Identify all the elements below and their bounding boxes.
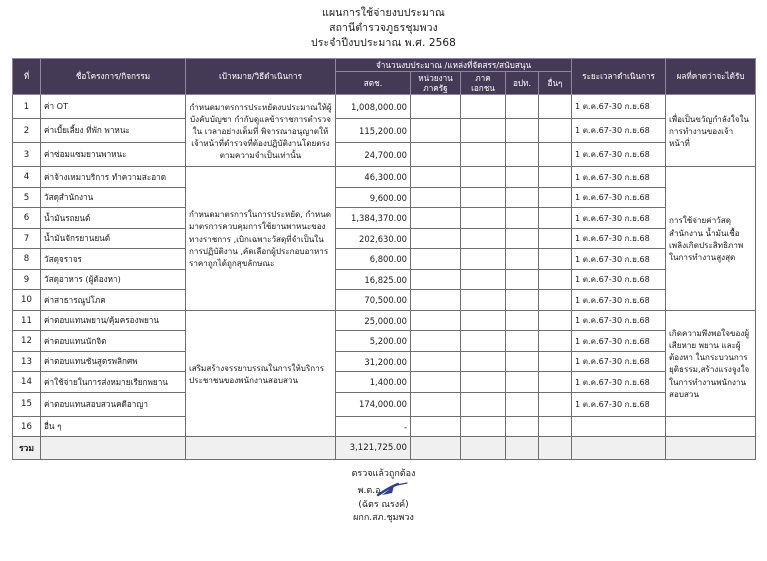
row-duration: 1 ต.ค.67-30 ก.ย.68 <box>572 249 666 270</box>
row-amount-local <box>506 290 539 311</box>
row-duration: 1 ต.ค.67-30 ก.ย.68 <box>572 208 666 229</box>
budget-table <box>12 58 756 461</box>
total-name-blank <box>41 437 186 460</box>
total-other-blank <box>539 437 572 460</box>
row-amount-other <box>539 290 572 311</box>
row-amount-private <box>461 167 506 188</box>
row-project-name: น้ำมันรถยนต์ <box>41 208 186 229</box>
row-number: 8 <box>13 249 41 270</box>
row-amount-gov <box>411 143 461 167</box>
row-amount-other <box>539 372 572 393</box>
table-header <box>13 58 756 95</box>
signature-block <box>0 468 767 526</box>
row-amount-local <box>506 416 539 437</box>
row-duration: 1 ต.ค.67-30 ก.ย.68 <box>572 187 666 208</box>
header-other: อื่นๆ <box>539 71 572 95</box>
row-amount-sds: 16,825.00 <box>336 269 411 290</box>
row-number: 5 <box>13 187 41 208</box>
result-block-1: เพื่อเป็นขวัญกำลังใจในการทำงานของเจ้าหน้าที่ <box>666 95 756 167</box>
title-line-1: แผนการใช้จ่ายงบประมาณ <box>322 7 445 19</box>
row-amount-other <box>539 167 572 188</box>
result-cell-empty <box>666 416 756 437</box>
row-number: 15 <box>13 392 41 416</box>
row-amount-local <box>506 187 539 208</box>
total-amount: 3,121,725.00 <box>336 437 411 460</box>
signature-rank-row <box>0 484 767 499</box>
row-amount-private <box>461 331 506 352</box>
row-number: 12 <box>13 331 41 352</box>
row-amount-local <box>506 167 539 188</box>
row-amount-local <box>506 392 539 416</box>
row-amount-private <box>461 249 506 270</box>
target-block-1: กำหนดมาตรการประหยัดงบประมาณให้ผู้บังคับบัญชา กำกับดูแลข้าราชการตำรวจใน เวลาอย่างเต็มที่ พิจารณาอนุญาตให้เจ้าหน้าที่ตำรวจที่ต้องปฏิบัติงานโดยตรง ตามความจำเป็นเท่านั้น <box>186 95 336 167</box>
row-amount-gov <box>411 416 461 437</box>
row-amount-gov <box>411 228 461 249</box>
row-amount-gov <box>411 290 461 311</box>
row-amount-gov <box>411 310 461 331</box>
row-duration: 1 ต.ค.67-30 ก.ย.68 <box>572 310 666 331</box>
row-amount-private <box>461 392 506 416</box>
handwritten-signature-icon <box>376 482 410 498</box>
row-amount-private <box>461 351 506 372</box>
total-target-blank <box>186 437 336 460</box>
row-duration: 1 ต.ค.67-30 ก.ย.68 <box>572 290 666 311</box>
row-amount-sds: 70,500.00 <box>336 290 411 311</box>
row-amount-gov <box>411 331 461 352</box>
row-amount-gov <box>411 351 461 372</box>
row-amount-private <box>461 372 506 393</box>
table-row <box>13 416 756 437</box>
row-amount-other <box>539 143 572 167</box>
row-amount-sds: 1,008,000.00 <box>336 95 411 119</box>
row-amount-sds: 25,000.00 <box>336 310 411 331</box>
row-duration: 1 ต.ค.67-30 ก.ย.68 <box>572 143 666 167</box>
row-project-name: อื่น ๆ <box>41 416 186 437</box>
row-amount-other <box>539 351 572 372</box>
table-row <box>13 290 756 311</box>
row-amount-private <box>461 269 506 290</box>
row-amount-gov <box>411 392 461 416</box>
row-amount-private <box>461 416 506 437</box>
row-number: 11 <box>13 310 41 331</box>
row-duration: 1 ต.ค.67-30 ก.ย.68 <box>572 95 666 119</box>
total-gov-blank <box>411 437 461 460</box>
result-block-3: เกิดความพึงพอใจของผู้เสียหาย พยาน และผู้ต้องหา ในกระบวนการยุติธรรม,สร้างแรงจูงใจในการทำงานพนักงานสอบสวน <box>666 310 756 416</box>
row-amount-other <box>539 310 572 331</box>
row-duration: 1 ต.ค.67-30 ก.ย.68 <box>572 228 666 249</box>
row-amount-local <box>506 351 539 372</box>
table-row <box>13 187 756 208</box>
row-amount-gov <box>411 167 461 188</box>
row-project-name: วัสดุอาหาร (ผู้ต้องหา) <box>41 269 186 290</box>
row-duration: 1 ต.ค.67-30 ก.ย.68 <box>572 392 666 416</box>
signer-position: ผกก.สภ.ชุมพวง <box>353 513 414 524</box>
row-duration: 1 ต.ค.67-30 ก.ย.68 <box>572 372 666 393</box>
table-row <box>13 331 756 352</box>
row-amount-gov <box>411 208 461 229</box>
row-number: 7 <box>13 228 41 249</box>
row-duration: 1 ต.ค.67-30 ก.ย.68 <box>572 331 666 352</box>
header-no: ที่ <box>13 58 41 95</box>
target-block-3: เสริมสร้างจรรยาบรรณในการให้บริการประชาชนของพนักงานสอบสวน <box>186 310 336 437</box>
row-amount-private <box>461 310 506 331</box>
row-amount-sds: 31,200.00 <box>336 351 411 372</box>
row-amount-private <box>461 187 506 208</box>
row-amount-gov <box>411 372 461 393</box>
table-row <box>13 249 756 270</box>
table-body <box>13 95 756 460</box>
row-project-name: ค่า OT <box>41 95 186 119</box>
row-amount-gov <box>411 119 461 143</box>
signer-name: (ฉัตร ณรงค์) <box>358 499 409 510</box>
table-row <box>13 228 756 249</box>
header-project-name: ชื่อโครงการ/กิจกรรม <box>41 58 186 95</box>
row-project-name: น้ำมันจักรยานยนต์ <box>41 228 186 249</box>
row-amount-local <box>506 331 539 352</box>
row-amount-private <box>461 119 506 143</box>
row-amount-other <box>539 249 572 270</box>
row-project-name: วัสดุสำนักงาน <box>41 187 186 208</box>
header-gov-agency: หน่วยงานภาครัฐ <box>411 71 461 95</box>
row-amount-gov <box>411 249 461 270</box>
row-amount-private <box>461 143 506 167</box>
row-amount-private <box>461 208 506 229</box>
title-line-3: ประจำปีงบประมาณ พ.ศ. 2568 <box>311 37 456 50</box>
document-title-block <box>0 0 767 52</box>
row-amount-local <box>506 310 539 331</box>
row-amount-private <box>461 290 506 311</box>
row-amount-local <box>506 372 539 393</box>
row-amount-other <box>539 392 572 416</box>
table-row <box>13 143 756 167</box>
row-amount-other <box>539 187 572 208</box>
budget-table-wrapper <box>0 58 767 461</box>
row-amount-other <box>539 119 572 143</box>
total-local-blank <box>506 437 539 460</box>
table-row <box>13 392 756 416</box>
table-row <box>13 310 756 331</box>
row-project-name: ค่าซ่อมแซมยานพาหนะ <box>41 143 186 167</box>
total-label: รวม <box>13 437 41 460</box>
row-number: 6 <box>13 208 41 229</box>
table-row <box>13 208 756 229</box>
header-budget-group: จำนวนงบประมาณ /แหล่งที่จัดสรร/สนับสนุน <box>336 58 572 71</box>
table-row <box>13 167 756 188</box>
verified-text: ตรวจแล้วถูกต้อง <box>351 469 416 480</box>
row-duration: 1 ต.ค.67-30 ก.ย.68 <box>572 269 666 290</box>
row-amount-sds: 1,384,370.00 <box>336 208 411 229</box>
table-row <box>13 351 756 372</box>
total-private-blank <box>461 437 506 460</box>
signature-rank: พ.ต.อ. <box>357 486 384 497</box>
row-duration: 1 ต.ค.67-30 ก.ย.68 <box>572 351 666 372</box>
row-amount-private <box>461 95 506 119</box>
row-project-name: ค่าตอบแทนพยาน/คุ้มครองพยาน <box>41 310 186 331</box>
row-duration: 1 ต.ค.67-30 ก.ย.68 <box>572 167 666 188</box>
row-amount-sds: 5,200.00 <box>336 331 411 352</box>
title-line-2: สถานีตำรวจภูธรชุมพวง <box>329 22 438 35</box>
header-private: ภาคเอกชน <box>461 71 506 95</box>
row-project-name: ค่าตอบแทนสอบสวนคดีอาญา <box>41 392 186 416</box>
row-number: 16 <box>13 416 41 437</box>
row-amount-gov <box>411 95 461 119</box>
row-project-name: วัสดุจราจร <box>41 249 186 270</box>
row-amount-private <box>461 228 506 249</box>
row-amount-sds: 46,300.00 <box>336 167 411 188</box>
row-amount-sds: 1,400.00 <box>336 372 411 393</box>
row-amount-other <box>539 228 572 249</box>
row-project-name: ค่าตอบแทนชันสูตรพลิกศพ <box>41 351 186 372</box>
table-row <box>13 95 756 119</box>
row-amount-other <box>539 331 572 352</box>
row-amount-other <box>539 208 572 229</box>
header-local: อปท. <box>506 71 539 95</box>
row-duration: 1 ต.ค.67-30 ก.ย.68 <box>572 119 666 143</box>
row-amount-local <box>506 208 539 229</box>
row-amount-local <box>506 228 539 249</box>
row-amount-sds: 24,700.00 <box>336 143 411 167</box>
row-amount-sds: - <box>336 416 411 437</box>
target-block-2: กำหนดมาตรการในการประหยัด, กำหนดมาตรการควบคุมการใช้ยานพาหนะของทางราชการ ,เบิกเฉพาะวัสดุที่จำเป็นในการปฏิบัติงาน ,คัดเลือกผู้ประกอบอาหารราคาถูกได้ถูกสุขลักษณะ <box>186 167 336 311</box>
row-amount-sds: 9,600.00 <box>336 187 411 208</box>
total-result-blank <box>666 437 756 460</box>
row-amount-local <box>506 119 539 143</box>
header-duration: ระยะเวลาดำเนินการ <box>572 58 666 95</box>
row-duration <box>572 416 666 437</box>
row-amount-gov <box>411 187 461 208</box>
row-project-name: ค่าเบี้ยเลี้ยง ที่พัก พาหนะ <box>41 119 186 143</box>
row-number: 14 <box>13 372 41 393</box>
row-number: 3 <box>13 143 41 167</box>
row-number: 2 <box>13 119 41 143</box>
row-amount-local <box>506 143 539 167</box>
row-number: 4 <box>13 167 41 188</box>
row-amount-gov <box>411 269 461 290</box>
row-amount-other <box>539 416 572 437</box>
header-target-method: เป้าหมาย/วิธีดำเนินการ <box>186 58 336 95</box>
header-sds: สตช. <box>336 71 411 95</box>
row-amount-sds: 6,800.00 <box>336 249 411 270</box>
row-project-name: ค่าจ้างเหมาบริการ ทำความสะอาด <box>41 167 186 188</box>
table-row <box>13 269 756 290</box>
row-amount-sds: 115,200.00 <box>336 119 411 143</box>
table-row <box>13 119 756 143</box>
result-block-2: การใช้จ่ายค่าวัสดุสำนักงาน น้ำมันเชื้อเพลิงเกิดประสิทธิภาพในการทำงานสูงสุด <box>666 167 756 311</box>
row-number: 13 <box>13 351 41 372</box>
row-amount-local <box>506 95 539 119</box>
row-project-name: ค่าตอบแทนนักจิต <box>41 331 186 352</box>
row-number: 1 <box>13 95 41 119</box>
row-amount-sds: 174,000.00 <box>336 392 411 416</box>
row-amount-local <box>506 269 539 290</box>
row-number: 10 <box>13 290 41 311</box>
total-row <box>13 437 756 460</box>
header-expected-result: ผลที่คาดว่าจะได้รับ <box>666 58 756 95</box>
row-amount-other <box>539 269 572 290</box>
row-amount-other <box>539 95 572 119</box>
row-project-name: ค่าสาธารณูปโภค <box>41 290 186 311</box>
header-row-top <box>13 58 756 71</box>
total-duration-blank <box>572 437 666 460</box>
table-row <box>13 372 756 393</box>
row-number: 9 <box>13 269 41 290</box>
row-amount-local <box>506 249 539 270</box>
row-amount-sds: 202,630.00 <box>336 228 411 249</box>
row-project-name: ค่าใช้จ่ายในการส่งหมายเรียกพยาน <box>41 372 186 393</box>
